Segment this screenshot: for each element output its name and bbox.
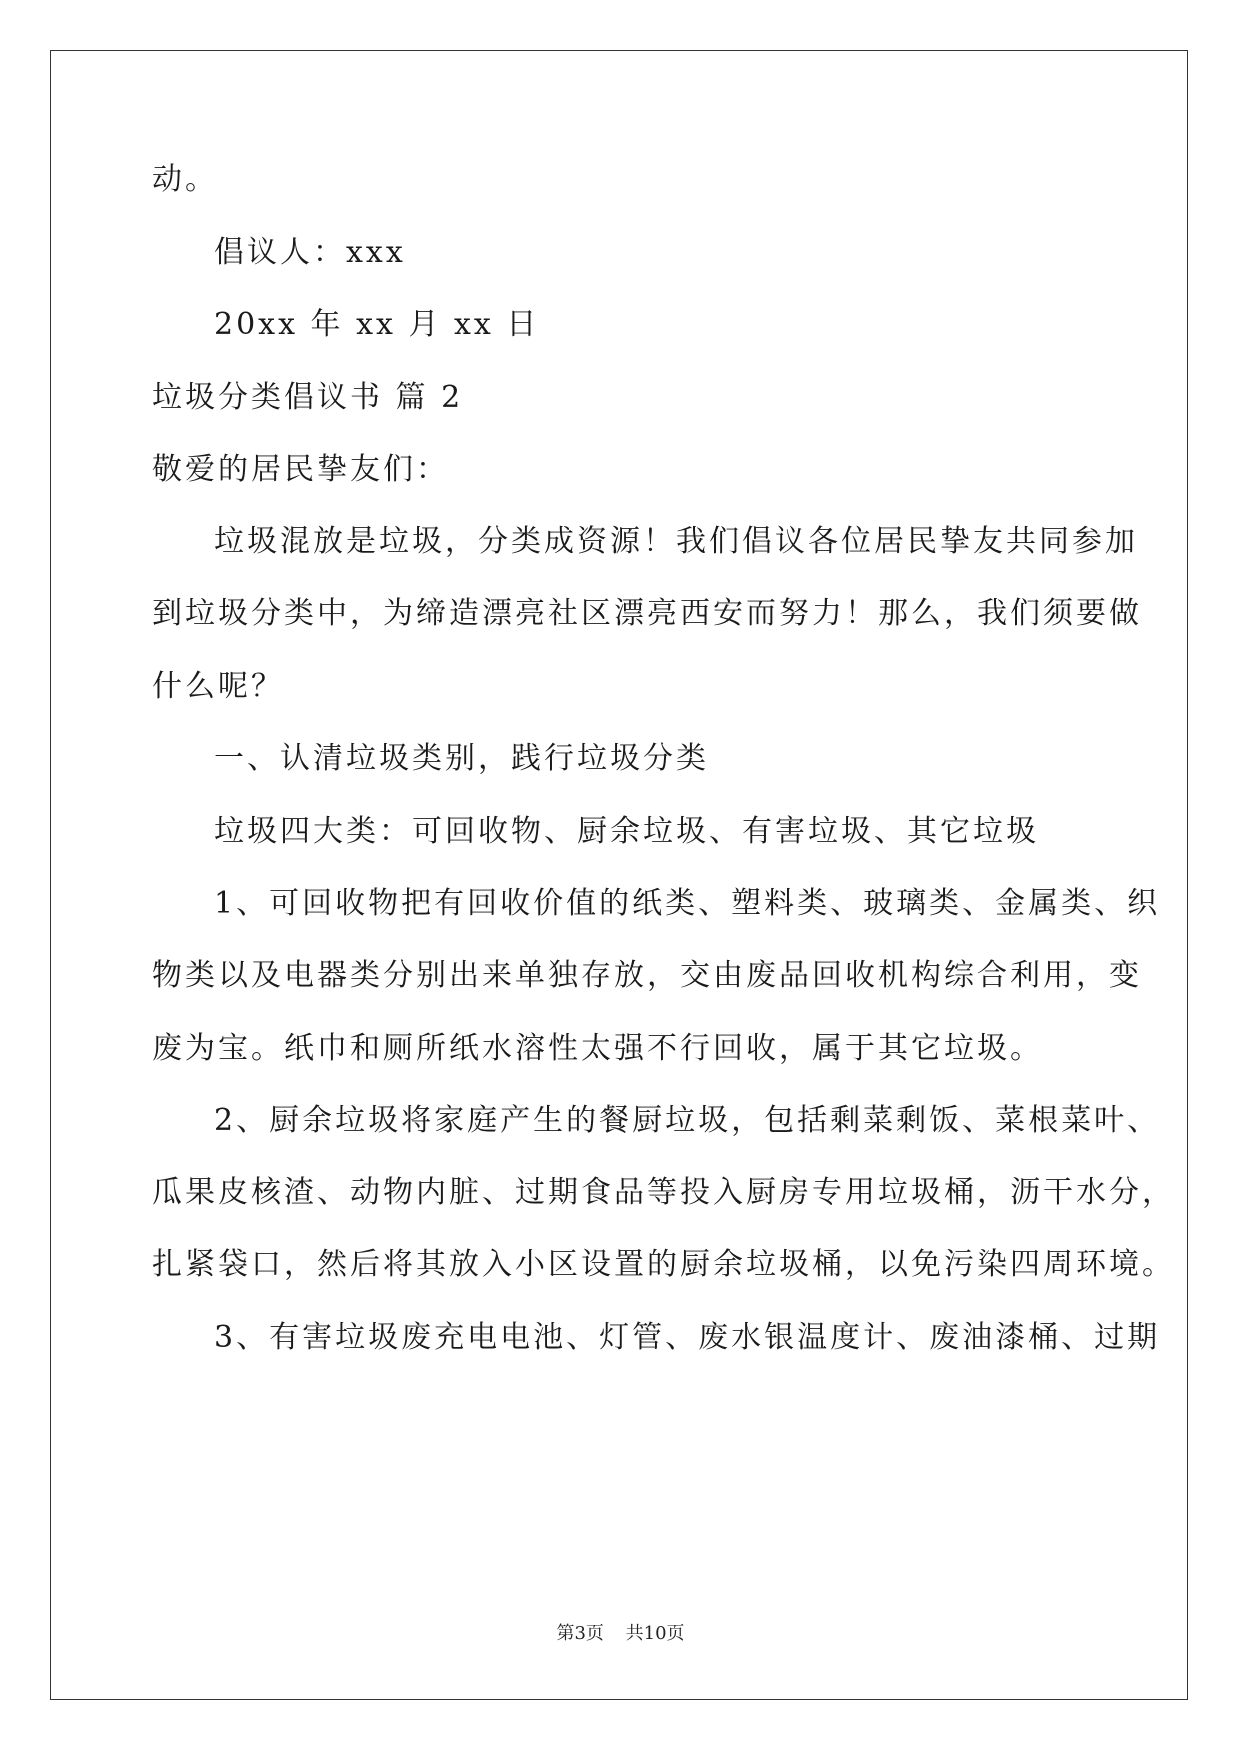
salutation: 敬爱的居民挚友们：	[152, 452, 449, 487]
text-line: 20xx 年 xx 月 xx 日	[214, 307, 540, 342]
text-line: 扎紧袋口，然后将其放入小区设置的厨余垃圾桶，以免污染四周环境。	[152, 1247, 1175, 1282]
text-line: 1、可回收物把有回收价值的纸类、塑料类、玻璃类、金属类、织	[214, 886, 1161, 921]
text-line: 什么呢？	[152, 669, 284, 704]
total-pages-label: 共10页	[625, 1623, 685, 1644]
text-line: 3、有害垃圾废充电电池、灯管、废水银温度计、废油漆桶、过期	[214, 1320, 1161, 1355]
page-frame	[50, 50, 1188, 1700]
text-line: 动。	[152, 162, 218, 197]
section-title: 垃圾分类倡议书 篇 2	[152, 380, 464, 415]
text-line: 2、厨余垃圾将家庭产生的餐厨垃圾，包括剩菜剩饭、菜根菜叶、	[214, 1103, 1161, 1138]
text-line: 瓜果皮核渣、动物内脏、过期食品等投入厨房专用垃圾桶，沥干水分，	[152, 1175, 1175, 1210]
text-line: 垃圾混放是垃圾，分类成资源！我们倡议各位居民挚友共同参加	[214, 524, 1138, 559]
text-line: 一、认清垃圾类别，践行垃圾分类	[214, 741, 709, 776]
text-line: 物类以及电器类分别出来单独存放，交由废品回收机构综合利用，变	[152, 958, 1142, 993]
text-line: 到垃圾分类中，为缔造漂亮社区漂亮西安而努力！那么，我们须要做	[152, 596, 1142, 631]
text-line: 倡议人：xxx	[214, 235, 406, 270]
text-line: 垃圾四大类：可回收物、厨余垃圾、有害垃圾、其它垃圾	[214, 814, 1039, 849]
current-page-label: 第3页	[556, 1623, 604, 1644]
page-footer	[0, 1622, 1241, 1646]
text-line: 废为宝。纸巾和厕所纸水溶性太强不行回收，属于其它垃圾。	[152, 1031, 1043, 1066]
